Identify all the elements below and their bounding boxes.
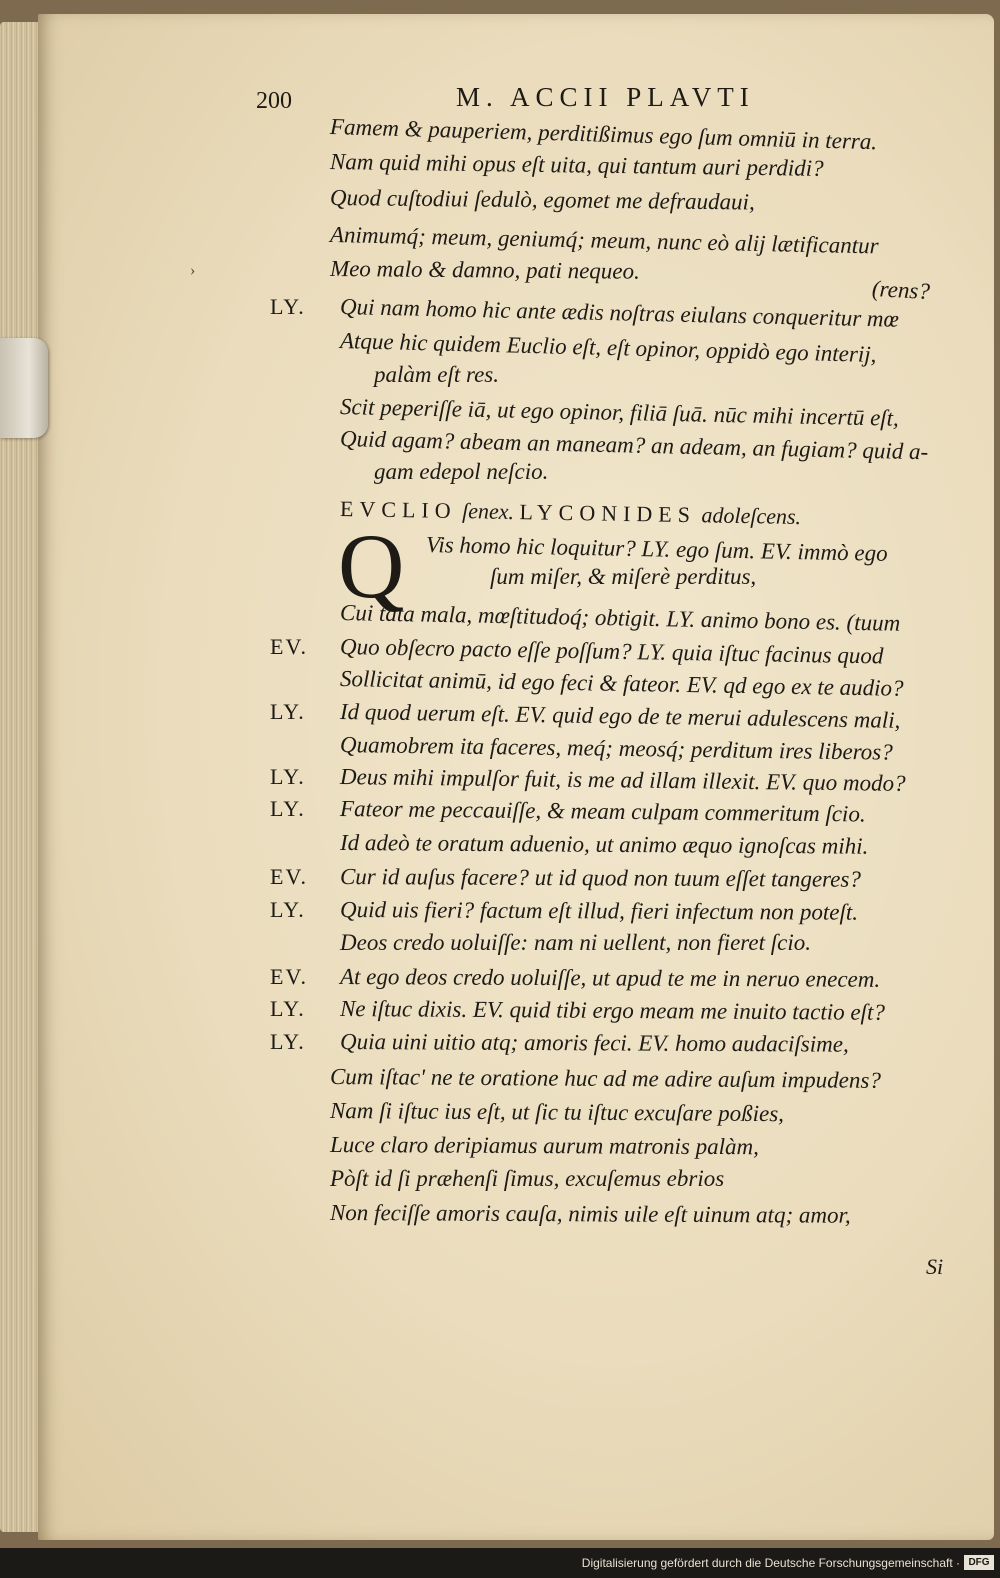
footer-credit: Digitalisierung gefördert durch die Deutsche Forschungsgemeinschaft · [581,1556,960,1570]
scene-role-adolescens: adoleſcens. [701,502,802,530]
speaker-label: EV. [270,964,308,989]
page-edges [0,22,40,1532]
verse-line: gam edepol neſcio. [374,459,549,484]
verse-line: Quid uis fieri? factum eſt illud, fieri infectum non poteſt. [339,897,859,925]
speaker-label: LY. [270,996,306,1021]
verse-line: Atque hic quidem Euclio eſt, eſt opinor, oppidò ego interij, [339,328,877,368]
speaker-label: LY. [270,796,306,821]
verse-line: Quo obſecro pacto eſſe poſſum? LY. quia iſtuc facinus quod [339,634,884,669]
dfg-logo: DFG [964,1555,994,1570]
verse-line: Vis homo hic loquitur? LY. ego ſum. EV. immò ego [425,532,888,566]
verse-line: Quod cuſtodiui ſedulò, egomet me defraudaui, [329,185,755,215]
verse-line: Nam quid mihi opus eſt uita, qui tantum auri perdidi? [329,149,824,181]
speaker-label: LY. [270,294,306,319]
scene-character-euclio: EVCLIO [339,496,457,524]
dropcap-initial: Q [338,515,405,617]
running-head: M. ACCII PLAVTI [456,82,755,112]
verse-line: Deos credo uoluiſſe: nam ni uellent, non fieret ſcio. [340,930,811,955]
catchword: Si [926,1254,944,1279]
speaker-label: EV. [270,634,308,659]
speaker-label: LY. [270,897,306,922]
verse-line: Sollicitat animū, id ego feci & fateor. EV. qd ego ex te audio? [339,666,904,701]
verse-line: Quamobrem ita faceres, meq́; meosq́; perditum ires liberos? [339,732,893,765]
verse-line: palàm eſt res. [374,362,499,387]
scene-role-senex: ſenex. [461,498,515,525]
verse-line: Quid agam? abeam an maneam? an adeam, an fugiam? quid a- [339,426,929,465]
verse-line: Pòſt id ſi præhenſi ſimus, excuſemus ebrios [330,1166,725,1191]
speaker-label: LY. [270,1029,306,1054]
margin-mark: › [190,262,196,279]
verse-line: Cur id auſus facere? ut id quod non tuum eſſet tangeres? [339,864,861,892]
verse-line: Luce claro deripiamus aurum matronis palàm, [329,1132,759,1160]
verse-line: ſum miſer, & miſerè perditus, [490,564,757,589]
verse-line: Famem & pauperiem, perditißimus ego ſum omniū in terra. [329,114,878,155]
verse-line: Non feciſſe amoris cauſa, nimis uile eſt uinum atq; amor, [329,1200,851,1228]
speaker-label: LY. [270,699,306,724]
verse-line: Animumq́; meum, geniumq́; meum, nunc eò alij lætificantur [329,222,879,259]
verse-line: At ego deos credo uoluiſſe, ut apud te me in neruo enecem. [339,964,881,992]
bookmark-tab [0,338,48,438]
verse-line: Ne iſtuc dixis. EV. quid tibi ergo meam me inuito tactio eſt? [339,996,885,1025]
verse-line: Scit peperiſſe iā, ut ego opinor, filiā ſuā. nūc mihi incertū eſt, [339,394,900,431]
verse-line: Id adeò te oratum aduenio, ut animo æquo ignoſcas mihi. [339,830,869,859]
verse-line: Id quod uerum eſt. EV. quid ego de te merui adulescens mali, [339,699,901,733]
speaker-label: EV. [270,864,308,889]
scene-character-lyconides: LYCONIDES [519,499,697,528]
verse-line: Nam ſi iſtuc ius eſt, ut ſic tu iſtuc excuſare poßies, [329,1098,785,1127]
page-number: 200 [256,88,292,114]
verse-line: Cum iſtac' ne te oratione huc ad me adire auſum impudens? [329,1064,881,1093]
speaker-label: LY. [270,764,306,789]
verse-line-turnover: (rens? [871,276,931,305]
verse-line: Cui tāta mala, mœſtitudoq́; obtigit. LY. animo bono es. (tuum [339,600,901,636]
verse-line: Qui nam homo hic ante ædis noſtras eiulans conqueritur mœ [339,294,900,332]
verse-line: Deus mihi impulſor fuit, is me ad illam illexit. EV. quo modo? [339,764,906,796]
verse-line: Quia uini uitio atq; amoris feci. EV. homo audaciſsime, [339,1029,849,1057]
verse-line: Meo malo & damno, pati nequeo. [329,256,640,284]
verse-line: Fateor me peccauiſſe, & meam culpam commeritum ſcio. [339,796,866,827]
